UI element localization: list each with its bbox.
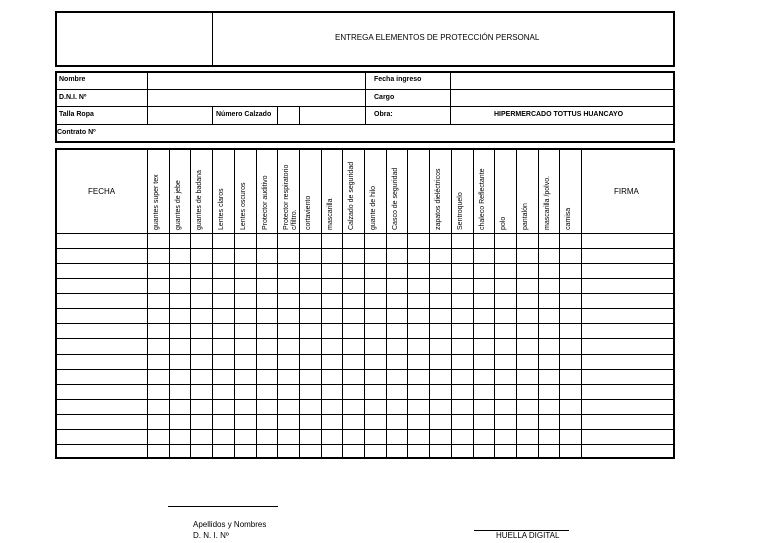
table-row[interactable]	[55, 338, 675, 353]
table-row[interactable]	[55, 399, 675, 414]
column-header-label: mascarilla /polvo.	[543, 175, 551, 230]
column-header-label: guantes de jebe	[174, 180, 182, 230]
info-col-line	[365, 71, 366, 124]
column-header-label: zapatos dieléctricos	[435, 168, 443, 230]
firma-header: FIRMA	[614, 187, 639, 196]
info-col-line	[277, 106, 278, 124]
table-row[interactable]	[55, 369, 675, 384]
column-header-label: guantes super tex	[153, 174, 160, 230]
huella-digital-label: HUELLA DIGITAL	[496, 531, 560, 540]
talla-ropa-label: Talla Ropa	[59, 111, 94, 118]
column-header-label: Casco de seguridad	[391, 167, 399, 230]
column-header-label: Lentes oscuros	[239, 182, 247, 230]
column-header-label: Protector auditivo	[261, 175, 269, 230]
cargo-label: Cargo	[374, 94, 395, 101]
info-col-line	[450, 71, 451, 124]
signature-dni-label: D. N. I. Nº	[193, 531, 229, 540]
column-header-label: chaleco Reflectante	[478, 168, 486, 230]
numero-calzado-label: Número Calzado	[216, 111, 272, 118]
column-header-label: mascarilla	[326, 198, 334, 230]
table-row[interactable]	[55, 278, 675, 293]
page-title: ENTREGA ELEMENTOS DE PROTECCIÓN PERSONAL	[335, 33, 540, 42]
table-row[interactable]	[55, 323, 675, 338]
apellidos-nombres-label: Apellidos y Nombres	[193, 520, 267, 529]
name-signature-line	[168, 506, 278, 507]
table-row[interactable]	[55, 308, 675, 323]
header-divider	[212, 11, 213, 67]
info-col-line	[212, 106, 213, 124]
dni-label: D.N.I. Nº	[59, 94, 87, 101]
table-row[interactable]	[55, 263, 675, 278]
fecha-header: FECHA	[88, 187, 116, 196]
info-col-line	[147, 71, 148, 124]
contrato-label: Contrato Nº	[57, 129, 96, 136]
column-header-label: cortaviento	[304, 195, 312, 230]
column-header-label: Calzado de seguridad	[348, 161, 356, 230]
table-row[interactable]	[55, 233, 675, 248]
obra-value: HIPERMERCADO TOTTUS HUANCAYO	[494, 111, 624, 118]
column-header-label: Protector respiratorio c/filtro.	[283, 164, 299, 230]
table-row[interactable]	[55, 293, 675, 308]
table-row[interactable]	[55, 384, 675, 399]
table-row[interactable]	[55, 444, 675, 459]
info-row-line	[55, 124, 675, 125]
nombre-label: Nombre	[59, 76, 86, 83]
column-header-label: camisa	[565, 207, 573, 230]
info-col-line	[299, 106, 300, 124]
column-header-label: pantalón	[521, 203, 529, 230]
table-row[interactable]	[55, 429, 675, 444]
column-header-label: Lentes claros	[218, 188, 226, 230]
fecha-ingreso-label: Fecha ingreso	[374, 76, 422, 83]
table-row[interactable]	[55, 414, 675, 429]
table-row[interactable]	[55, 354, 675, 369]
column-header-label: guante de hilo	[370, 186, 377, 230]
column-header-label: guantes de badana	[196, 170, 204, 230]
obra-label: Obra:	[374, 111, 393, 118]
table-row[interactable]	[55, 248, 675, 263]
column-header-label: polo	[500, 216, 508, 230]
column-header-label: Sentroquelo	[456, 192, 464, 230]
